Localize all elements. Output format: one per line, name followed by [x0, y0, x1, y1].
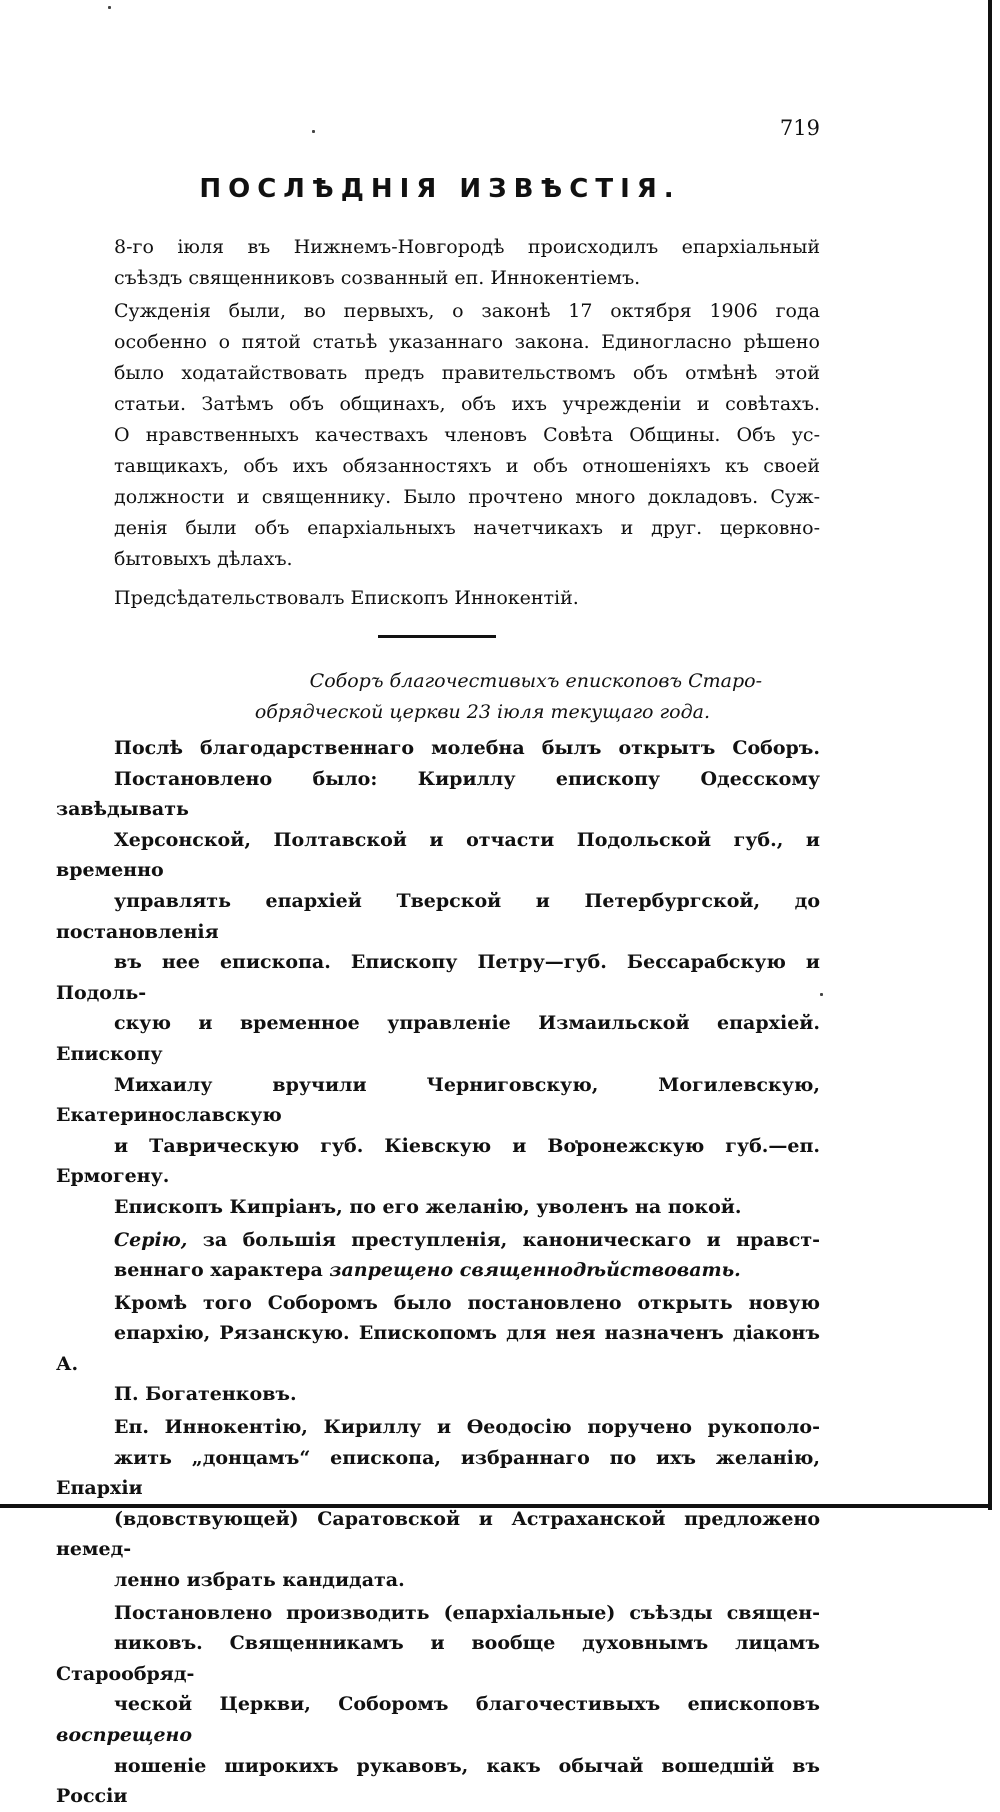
text-line	[56, 1689, 820, 1750]
text-line: денія были объ епархіальныхъ начетчикахъ и друг. церковно-	[114, 517, 820, 539]
text-line: Послѣ благодарственнаго молебна былъ открытъ Соборъ.	[114, 737, 820, 759]
text-line	[56, 1255, 820, 1286]
paragraph-discussions	[56, 296, 820, 575]
text-line: должности и священнику. Было прочтено много докладовъ. Суж-	[114, 486, 820, 508]
text-fragment: ческой Церкви, Соборомъ благочестивыхъ епископовъ	[114, 1693, 820, 1716]
scan-speck	[312, 130, 315, 133]
paragraph-chair: Предсѣдательствовалъ Епископъ Иннокентій.	[114, 587, 579, 609]
text-line: и Таврическую губ. Кіевскую и Воронежскую губ.—еп. Ермогену.	[56, 1134, 820, 1188]
text-fragment: веннаго характера	[114, 1259, 330, 1282]
subheading-line: Соборъ благочестивыхъ епископовъ Старо-	[309, 670, 762, 692]
scan-speck	[820, 993, 823, 996]
subheading-sobor	[230, 666, 770, 728]
text-line: въ нее епископа. Епископу Петру—губ. Бессарабскую и Подоль-	[56, 951, 820, 1004]
paragraph-appointments	[56, 733, 820, 1192]
paragraph-congresses-sleeves	[56, 1598, 820, 1812]
text-line: Постановлено было: Кириллу епископу Одесскому завѣдывать	[56, 767, 820, 821]
text-line: Херсонской, Полтавской и отчасти Подольской губ., и временно	[56, 828, 820, 882]
text-line: О нравственныхъ качествахъ членовъ Совѣта Общины. Объ ус-	[114, 424, 820, 446]
text-line: тавщикахъ, объ ихъ обязанностяхъ и объ отношеніяхъ къ своей	[114, 455, 820, 477]
text-line: статьи. Затѣмъ объ общинахъ, объ ихъ учрежденіи и совѣтахъ.	[114, 393, 820, 415]
text-line: никовъ. Священникамъ и вообще духовнымъ лицамъ Старообряд-	[56, 1632, 820, 1685]
italic-phrase: запрещено священнодѣйствовать.	[329, 1259, 741, 1282]
paragraph-congress	[56, 232, 820, 294]
subheading-line: обрядческой церкви 23 іюля текущаго года.	[254, 701, 710, 723]
section-divider	[378, 635, 496, 638]
section-heading: ПОСЛѢДНІЯ ИЗВѢСТІЯ.	[199, 174, 681, 204]
text-line: жить „донцамъ“ епископа, избраннаго по ихъ желанію, Епархіи	[56, 1446, 820, 1500]
text-line: епархію, Рязанскую. Епископомъ для нея назначенъ діаконъ А.	[56, 1322, 820, 1375]
text-line: 8-го іюля въ Нижнемъ-Новгородѣ происходилъ епархіальный	[114, 236, 820, 258]
page-frame-right-border	[988, 0, 992, 1510]
page-number: 719	[779, 116, 820, 140]
text-line	[56, 1225, 820, 1256]
paragraph-ordination	[56, 1412, 820, 1596]
text-line: управлять епархіей Тверской и Петербургской, до постановленія	[56, 889, 820, 943]
paragraph-retirement: Епископъ Кипріанъ, по его желанію, уволенъ на покой.	[114, 1195, 742, 1218]
scan-speck	[108, 6, 111, 9]
text-fragment: за большія преступленія, каноническаго и нравст-	[187, 1228, 820, 1251]
text-line: Кромѣ того Соборомъ было постановлено открыть новую	[114, 1291, 820, 1314]
text-line: Сужденія были, во первыхъ, о законѣ 17 октября 1906 года	[114, 300, 820, 322]
paragraph-suspension	[56, 1225, 820, 1286]
text-line: Михаилу вручили Черниговскую, Могилевскую, Екатеринославскую	[56, 1073, 820, 1127]
text-line: съѣздъ священниковъ созванный еп. Иннокентіемъ.	[114, 267, 641, 289]
text-line: П. Богатенковъ.	[114, 1383, 297, 1406]
text-line: ленно избрать кандидата.	[114, 1569, 405, 1592]
text-line: Еп. Иннокентію, Кириллу и Ѳеодосію поручено рукополо-	[114, 1416, 820, 1439]
paragraph-new-eparchy	[56, 1288, 820, 1410]
italic-name: Серію,	[114, 1228, 188, 1251]
text-line: бытовыхъ дѣлахъ.	[114, 548, 293, 570]
italic-phrase: воспрещено	[56, 1724, 193, 1746]
news-section-nizhny-novgorod	[56, 232, 820, 614]
news-section-sobor	[56, 733, 820, 1812]
text-line: было ходатайствовать предъ правительствомъ объ отмѣнѣ этой	[114, 362, 820, 384]
text-line: Постановлено производить (епархіальные) съѣзды священ-	[114, 1601, 820, 1624]
text-line: особенно о пятой статьѣ указаннаго закона. Единогласно рѣшено	[114, 331, 820, 353]
text-line: ношеніе широкихъ рукавовъ, какъ обычай вошедшій въ Россіи	[56, 1754, 820, 1808]
text-line: (вдовствующей) Саратовской и Астраханской предложено немед-	[56, 1507, 820, 1561]
text-line: скую и временное управленіе Измаильской епархіей. Епископу	[56, 1012, 820, 1065]
